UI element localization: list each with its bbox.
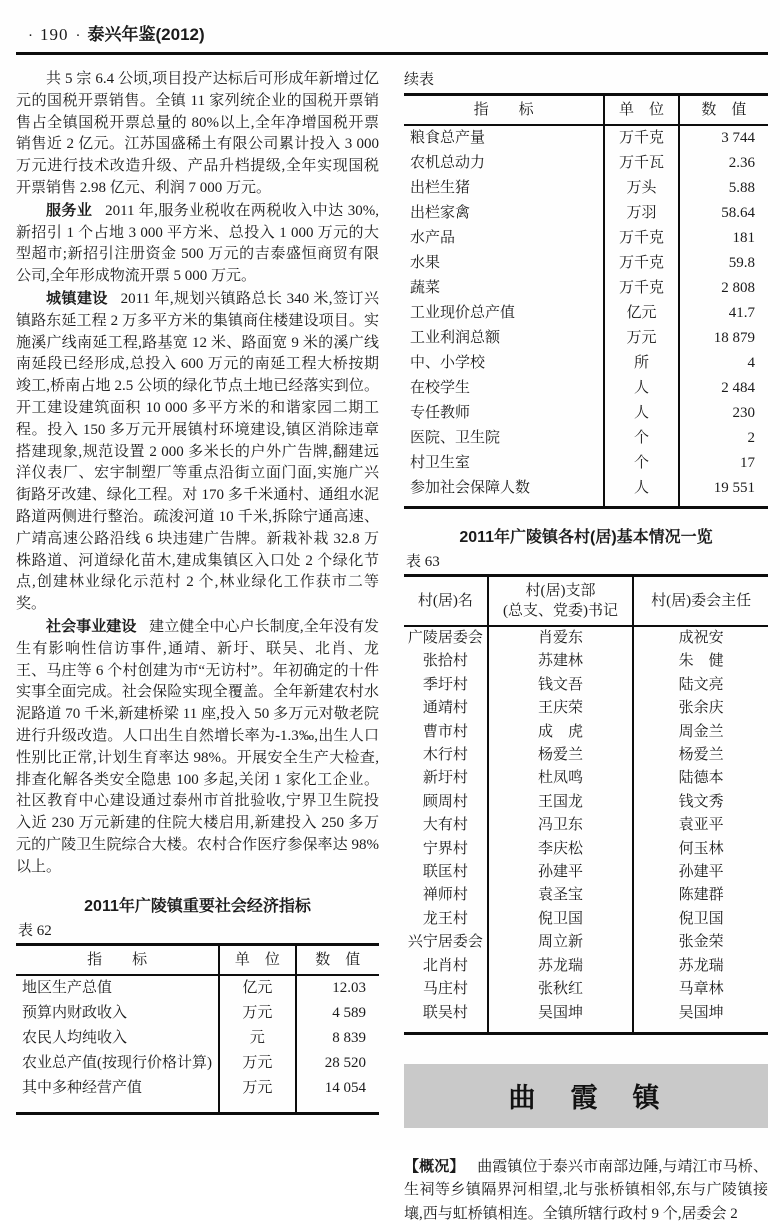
director-cell: 倪卫国 [633,908,768,931]
table-row [404,650,768,673]
table-row [404,125,768,151]
indicator-cell: 村卫生室 [410,455,471,471]
village-name-cell: 张拾村 [422,653,468,670]
village-name-cell: 禅师村 [422,887,468,904]
body-paragraph [16,288,379,616]
table-row [404,814,768,837]
table-row [404,721,768,744]
unit-cell: 所 [604,351,679,376]
paragraph-lead: 社会事业建设 [46,617,137,635]
value-cell: 12.03 [296,975,380,1001]
unit-cell: 万千克 [604,276,679,301]
director-cell: 陈建群 [633,884,768,907]
secretary-cell: 袁圣宝 [488,884,634,907]
village-name-cell: 联吴村 [422,1004,468,1021]
village-name-cell: 宁界村 [422,840,468,857]
value-cell: 230 [679,401,768,426]
indicator-cell: 出栏生猪 [410,180,471,196]
value-cell: 3 744 [679,125,768,151]
value-cell: 4 589 [296,1001,380,1026]
col-header-value: 数 值 [296,945,380,976]
secretary-cell: 冯卫东 [488,814,634,837]
unit-cell: 万千克 [604,251,679,276]
director-cell: 孙建平 [633,861,768,884]
secretary-cell: 钱文吾 [488,674,634,697]
value-cell: 59.8 [679,251,768,276]
director-cell: 杨爱兰 [633,744,768,767]
village-name-cell: 新圩村 [422,770,468,787]
unit-cell: 人 [604,401,679,426]
table-row [404,401,768,426]
table-row [404,861,768,884]
indicator-cell: 专任教师 [410,405,471,421]
table-row [16,1051,379,1076]
table-header-row [16,945,379,976]
overview-lead: 【概况】 [404,1157,465,1175]
col-header-unit: 单 位 [219,945,295,976]
header-bullet: · [75,28,81,44]
table-row [404,326,768,351]
overview-paragraph [404,1155,768,1226]
table-row [404,376,768,401]
value-cell: 18 879 [679,326,768,351]
director-cell: 陆德本 [633,767,768,790]
section-heading: 曲 霞 镇 [508,1083,664,1114]
paragraph-text: 共 5 宗 6.4 公顷,项目投产达标后可形成年新增过亿元的国税开票销售。全镇 11 家列统企业的国税开票销售占全镇国税开票总量的 80%以上,全年净增国税开票销售近 2 亿元。江苏国盛稀土有限公司累计投入 3 000 万元进行技术改造升级、产品升档提级,全年实现国税开票销售 2.98 亿元、利润 7 000 万元。 [16,71,379,196]
value-cell: 28 520 [296,1051,380,1076]
unit-cell: 万元 [219,1001,295,1026]
director-cell: 钱文秀 [633,791,768,814]
indicator-cell: 蔬菜 [410,280,441,296]
indicator-cell: 水果 [410,255,441,271]
table-row [16,1001,379,1026]
paragraph-lead: 服务业 [46,201,93,219]
director-cell: 苏龙瑞 [633,955,768,978]
value-cell: 19 551 [679,476,768,508]
col-header-unit: 单 位 [604,95,679,126]
col-header-secretary-line1: 村(居)支部 [525,583,596,599]
table-row [404,955,768,978]
unit-cell: 万元 [604,326,679,351]
table-row [404,978,768,1001]
secretary-cell: 张秋红 [488,978,634,1001]
table-63-villages [404,574,768,1035]
right-column [404,68,768,1226]
secretary-cell: 吴国坤 [488,1002,634,1034]
director-cell: 张金荣 [633,931,768,954]
table-row [404,251,768,276]
value-cell: 14 054 [296,1076,380,1114]
indicator-cell: 预算内财政收入 [22,1005,128,1022]
unit-cell: 万千克 [604,125,679,151]
director-cell: 张余庆 [633,697,768,720]
value-cell: 5.88 [679,176,768,201]
indicator-cell: 中、小学校 [410,355,486,371]
village-name-cell: 马庄村 [422,981,468,998]
indicator-cell: 医院、卫生院 [410,430,501,446]
unit-cell: 个 [604,451,679,476]
table-row [404,697,768,720]
director-cell: 何玉林 [633,838,768,861]
col-header-committee-director: 村(居)委会主任 [633,576,768,627]
secretary-cell: 杜凤鸣 [488,767,634,790]
secretary-cell: 周立新 [488,931,634,954]
value-cell: 4 [679,351,768,376]
unit-cell: 万羽 [604,201,679,226]
continued-table-label: 续表 [404,72,435,88]
col-header-secretary-line2: (总支、党委)书记 [503,603,619,619]
unit-cell: 个 [604,426,679,451]
indicator-cell: 农业总产值(按现行价格计算) [22,1055,212,1072]
value-cell: 41.7 [679,301,768,326]
table62-title: 2011年广陵镇重要社会经济指标 [84,898,311,916]
table-row [16,1026,379,1051]
value-cell: 58.64 [679,201,768,226]
indicator-cell: 农机总动力 [410,155,486,171]
director-cell: 朱 健 [633,650,768,673]
section-heading-banner [404,1064,768,1128]
col-header-party-secretary [488,576,634,627]
table-row [404,674,768,697]
unit-cell: 万千瓦 [604,151,679,176]
indicator-cell: 在校学生 [410,380,471,396]
table63-label: 表 63 [406,554,440,570]
body-paragraph [16,200,379,288]
village-name-cell: 曹市村 [422,723,468,740]
secretary-cell: 杨爱兰 [488,744,634,767]
unit-cell: 万元 [219,1076,295,1114]
two-column-layout [16,68,768,1226]
table-row [404,931,768,954]
value-cell: 8 839 [296,1026,380,1051]
col-header-village-name: 村(居)名 [404,576,488,627]
indicator-cell: 农民人均纯收入 [22,1030,128,1047]
body-paragraph [16,616,379,879]
table-header-row [404,576,768,627]
header-bullet: · [28,28,33,44]
table-row [404,744,768,767]
table-row [404,451,768,476]
indicator-cell: 粮食总产量 [410,130,486,146]
table-row [16,975,379,1001]
value-cell: 181 [679,226,768,251]
left-column [16,68,379,1226]
table-row [404,791,768,814]
indicator-cell: 水产品 [410,230,456,246]
village-name-cell: 顾周村 [422,793,468,810]
unit-cell: 亿元 [604,301,679,326]
secretary-cell: 苏建林 [488,650,634,673]
col-header-indicator: 指 标 [404,95,604,126]
col-header-value: 数 值 [679,95,768,126]
unit-cell: 亿元 [219,975,295,1001]
director-cell: 周金兰 [633,721,768,744]
table-row [404,426,768,451]
paragraph-text: 建立健全中心户长制度,全年没有发生有影响性信访事件,通靖、新圩、联吴、北肖、龙王、马庄等 6 个村创建为市“无访村”。年初确定的十件实事全面完成。社会保险实现全覆盖。全年新建农村水泥路道 70 千米,新建桥梁 11 座,投入 50 多万元对敬老院进行升级改造。人口出生自然增长率为-1.3‰,出生人口性别比正常,计划生育率达 98%。开展安全生产大检查,排查化解各类安全隐患 100 多起,关闭 1 家化工企业。社区教育中心建设通过泰州市首批验收,宁界卫生院投入近 230 万元新建的住院大楼启用,新建投入 250 多万元的广陵卫生院综合大楼。农村合作医疗参保率达 98%以上。 [16,618,379,875]
unit-cell: 人 [604,476,679,508]
value-cell: 2.36 [679,151,768,176]
secretary-cell: 李庆松 [488,838,634,861]
unit-cell: 人 [604,376,679,401]
director-cell: 吴国坤 [633,1002,768,1034]
table-row [404,226,768,251]
secretary-cell: 倪卫国 [488,908,634,931]
table-62-economic-indicators [16,943,379,1115]
village-name-cell: 联匡村 [422,864,468,881]
secretary-cell: 王国龙 [488,791,634,814]
table-row [404,201,768,226]
director-cell: 陆文亮 [633,674,768,697]
body-paragraph [16,68,379,200]
village-name-cell: 兴宁居委会 [407,934,483,951]
director-cell: 成祝安 [633,626,768,650]
table-row [404,838,768,861]
secretary-cell: 成 虎 [488,721,634,744]
table-row [404,176,768,201]
unit-cell: 万千克 [604,226,679,251]
table-row [404,351,768,376]
director-cell: 袁亚平 [633,814,768,837]
table-row [404,1002,768,1034]
secretary-cell: 孙建平 [488,861,634,884]
table-row [16,1076,379,1114]
indicator-cell: 参加社会保障人数 [410,480,531,496]
director-cell: 马章林 [633,978,768,1001]
table-row [404,626,768,650]
table62-label: 表 62 [18,923,52,940]
village-name-cell: 广陵居委会 [407,630,483,646]
table-row [404,908,768,931]
table-row [404,276,768,301]
paragraph-text: 2011 年,规划兴镇路总长 340 米,签订兴镇路东延工程 2 万多平方米的集镇商住楼建设项目。实施溪广线南延工程,路基宽 12 米、路面宽 9 米的溪广线南延段已经形成,总投入 600 万元的南延工程大桥按期竣工,桥南占地 2.5 公顷的绿化节点土地已经落实到位。开工建设建筑面积 10 000 多平方米的和谐家园二期工程。投入 150 多万元开展镇村环境建设,镇区消除违章搭建现象,规范设置 2 000 多米长的户外广告牌,翻建远洋仪表厂、宏宇制塑厂等重点沿街立面门面,实施广兴街路牙改建、绿化工程。对 170 多千米通村、通组水泥路道两侧进行整治。疏浚河道 10 千米,拆除宁通高速、广靖高速公路沿线 6 块违建广告牌。新栽补栽 32.8 万株路道、河道绿化苗木,建成集镇区入口处 2 个绿化节点,创建林业绿化示范村 2 个,林业绿化工作获市二等奖。 [16,290,379,613]
table-row [404,476,768,508]
paragraph-text: 2011 年,服务业税收在两税收入中达 30%,新招引 1 个占地 3 000 平方米、总投入 1 000 万元的大型超市;新招引注册资金 500 万元的吉泰盛恒商贸有限公司,全年形成物流开票 5 000 万元。 [16,202,379,285]
paragraph-lead: 城镇建设 [46,289,108,307]
indicator-cell: 工业利润总额 [410,330,501,346]
table-row [404,151,768,176]
secretary-cell: 苏龙瑞 [488,955,634,978]
village-name-cell: 大有村 [422,817,468,834]
village-name-cell: 木行村 [422,747,468,764]
secretary-cell: 王庆荣 [488,697,634,720]
indicator-cell: 工业现价总产值 [410,305,516,321]
unit-cell: 万元 [219,1051,295,1076]
value-cell: 2 484 [679,376,768,401]
indicator-cell: 地区生产总值 [22,980,113,997]
page-header [16,16,768,55]
value-cell: 2 [679,426,768,451]
value-cell: 17 [679,451,768,476]
body-paragraphs [16,68,379,878]
table63-title: 2011年广陵镇各村(居)基本情况一览 [459,529,713,546]
overview-text: 曲霞镇位于泰兴市南部边陲,与靖江市马桥、生祠等乡镇隔界河相望,北与张桥镇相邻,东与广陵镇接壤,西与虹桥镇相连。全镇所辖行政村 9 个,居委会 2 [404,1158,768,1222]
village-name-cell: 龙王村 [422,910,468,927]
unit-cell: 万头 [604,176,679,201]
indicator-cell: 出栏家禽 [410,205,471,221]
village-name-cell: 季圩村 [422,676,468,693]
table-header-row [404,95,768,126]
village-name-cell: 北肖村 [422,957,468,974]
value-cell: 2 808 [679,276,768,301]
secretary-cell: 肖爱东 [488,626,634,650]
table-row [404,301,768,326]
col-header-indicator: 指 标 [16,945,219,976]
table-62-continued [404,93,768,509]
table-row [404,884,768,907]
village-name-cell: 通靖村 [422,700,468,717]
indicator-cell: 其中多种经营产值 [22,1080,143,1097]
unit-cell: 元 [219,1026,295,1051]
book-title: 泰兴年鉴(2012) [87,25,205,44]
table-row [404,767,768,790]
page-number: 190 [40,25,69,44]
